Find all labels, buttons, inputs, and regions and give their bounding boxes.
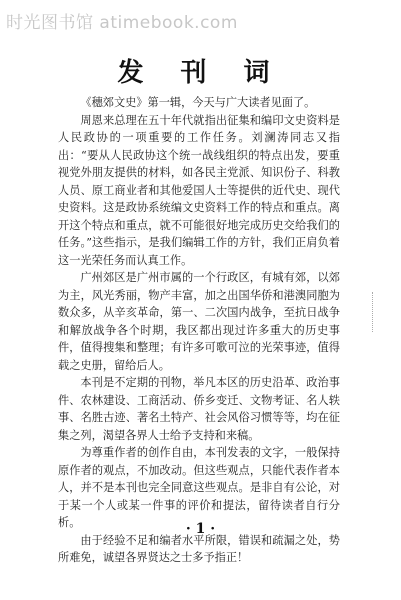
body-text bbox=[58, 94, 340, 567]
watermark: 时光图书馆 atimebook.com bbox=[6, 13, 238, 33]
paragraph-closing: 由于经验不足和编者水平所限，错误和疏漏之处，势所难免，诚望各界贤达之士多予指正！ bbox=[58, 533, 340, 564]
page-title: 发 刊 词 bbox=[117, 58, 284, 88]
paragraph-scope: 本刊是不定期的刊物，举凡本区的历史沿革、政治事件、农林建设、工商活动、侨乡变迁、文物考证、名人轶事、名胜古迹、著名土特产、社会风俗习惯等等，均在征集之列，渴望各界人士给予支持和来稿。 bbox=[58, 376, 340, 442]
paragraph-views: 为尊重作者的创作自由，本刊发表的文字，一般保持原作者的观点，不加改动。但这些观点，只能代表作者本人，并不是本刊也完全同意这些观点。是非自有公论，对于某一个人或某一件事的评价和提法，留待读者自行分析。 bbox=[58, 446, 340, 529]
paragraph-intro: 《穗郊文史》第一辑，今天与广大读者见面了。 bbox=[80, 96, 316, 109]
margin-mark bbox=[372, 292, 374, 332]
page-number: · 1 · bbox=[185, 521, 216, 537]
paragraph-district: 广州郊区是广州市属的一个行政区，有城有郊，以郊为主，风光秀丽，物产丰富，加之出国华侨和港澳同胞为数众多，从辛亥革命，第一、二次国内战争，至抗日战争和解放战争各个时期，我区都出现过许多重大的历史事件，值得搜集和整理；有许多可歌可泣的光荣事迹，值得载之史册，留给后人。 bbox=[58, 271, 340, 372]
paragraph-policy: 周恩来总理在五十年代就指出征集和编印文史资料是人民政协的一项重要的工作任务。刘澜涛同志又指出：“要从人民政协这个统一战线组织的特点出发，要重视党外朋友提供的材料，如各民主党派、知识份子、科教人员、原工商业者和其他爱国人士等提供的近代史、现代史资料。这是政协系统编文史资料工作的特点和重点。离开这个特点和重点，就不可能很好地完成历史交给我们的任务。”这些指示，是我们编辑工作的方针，我们正肩负着这一光荣任务而认真工作。 bbox=[58, 113, 340, 267]
